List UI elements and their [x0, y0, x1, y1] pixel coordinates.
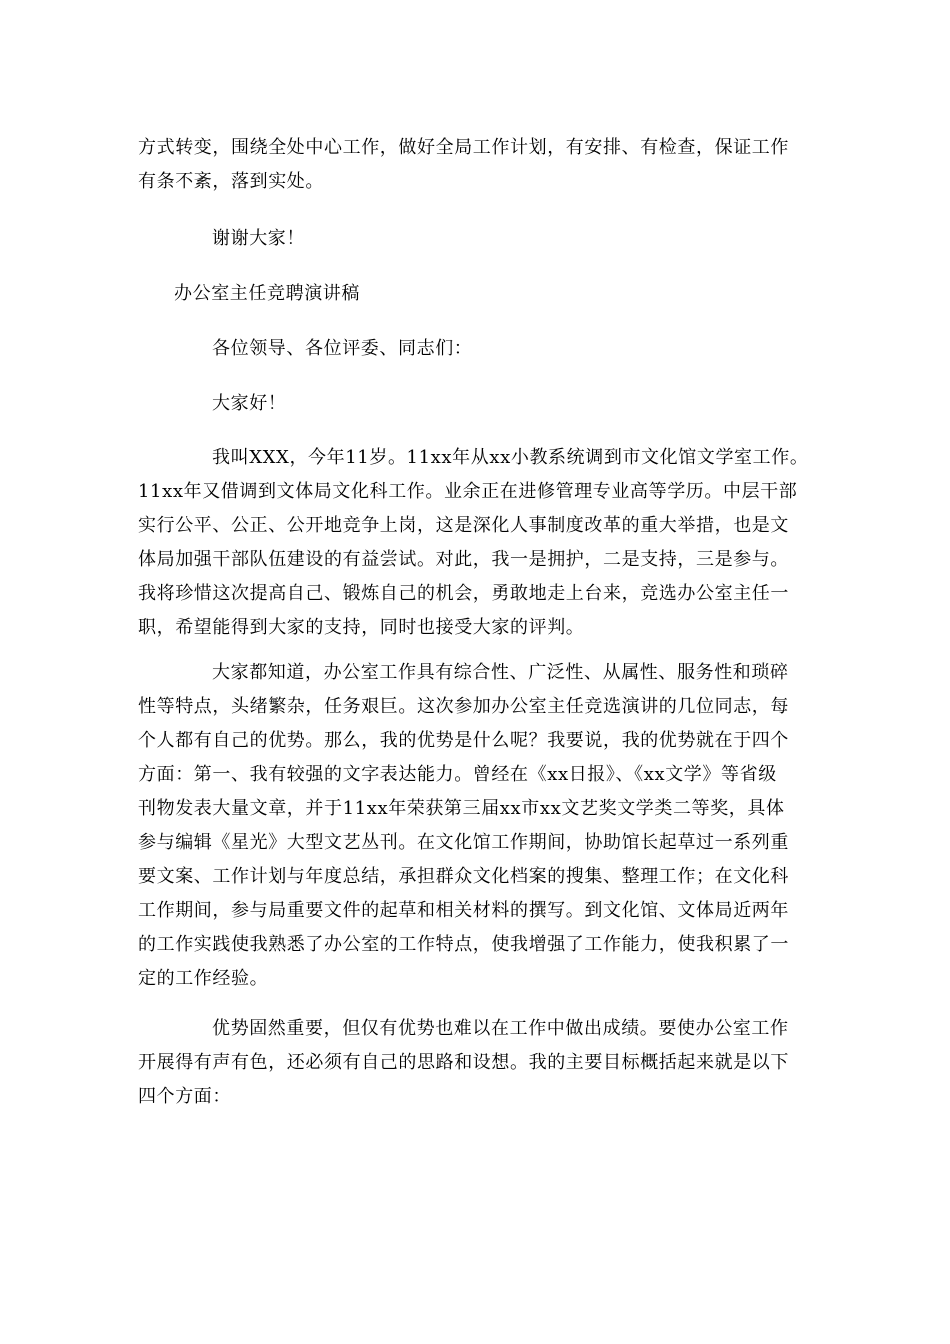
greeting-line — [138, 387, 810, 421]
text-line: 大家都知道，办公室工作具有综合性、广泛性、从属性、服务性和琐碎 — [212, 662, 789, 683]
text-line: 我将珍惜这次提高自己、锻炼自己的机会，勇敢地走上台来，竞选办公室主任一 — [138, 583, 789, 604]
thanks-text: 谢谢大家！ — [212, 228, 305, 249]
paragraph-advantages — [138, 656, 810, 996]
text-line: 要文案、工作计划与年度总结，承担群众文化档案的搜集、整理工作；在文化科 — [138, 866, 789, 887]
text-line: 工作期间，参与局重要文件的起草和相关材料的撰写。到文化馆、文体局近两年 — [138, 900, 789, 921]
document-title: 办公室主任竞聘演讲稿 — [174, 283, 360, 304]
text-line: 性等特点，头绪繁杂，任务艰巨。这次参加办公室主任竞选演讲的几位同志，每 — [138, 696, 789, 717]
text-line: 职，希望能得到大家的支持，同时也接受大家的评判。 — [138, 617, 585, 638]
text-line: 有条不紊，落到实处。 — [138, 171, 324, 192]
paragraph-introduction — [138, 441, 810, 645]
greeting-text: 大家好！ — [212, 393, 287, 414]
text-line: 体局加强干部队伍建设的有益尝试。对此，我一是拥护，二是支持，三是参与。 — [138, 549, 789, 570]
text-line: 11xx年又借调到文体局文化科工作。业余正在进修管理专业高等学历。中层干部 — [138, 481, 798, 502]
salutation-line — [138, 332, 810, 366]
title-line — [138, 277, 810, 311]
text-line: 方面：第一、我有较强的文字表达能力。曾经在《xx日报》、《xx文学》等省级 — [138, 764, 777, 785]
text-line: 优势固然重要，但仅有优势也难以在工作中做出成绩。要使办公室工作 — [212, 1018, 789, 1039]
thanks-line — [138, 222, 810, 256]
salutation-text: 各位领导、各位评委、同志们： — [212, 338, 473, 359]
text-line: 四个方面： — [138, 1086, 231, 1107]
continuation-paragraph — [138, 131, 810, 199]
text-line: 开展得有声有色，还必须有自己的思路和设想。我的主要目标概括起来就是以下 — [138, 1052, 789, 1073]
text-line: 定的工作经验。 — [138, 968, 269, 989]
paragraph-goals — [138, 1012, 810, 1114]
text-line: 的工作实践使我熟悉了办公室的工作特点，使我增强了工作能力，使我积累了一 — [138, 934, 789, 955]
text-line: 个人都有自己的优势。那么，我的优势是什么呢？我要说，我的优势就在于四个 — [138, 730, 789, 751]
text-line: 我叫XXX，今年11岁。11xx年从xx小教系统调到市文化馆文学室工作。 — [212, 447, 809, 468]
text-line: 方式转变，围绕全处中心工作，做好全局工作计划，有安排、有检查，保证工作 — [138, 137, 789, 158]
text-line: 实行公平、公正、公开地竞争上岗，这是深化人事制度改革的重大举措，也是文 — [138, 515, 789, 536]
text-line: 刊物发表大量文章，并于11xx年荣获第三届xx市xx文艺奖文学类二等奖，具体 — [138, 798, 785, 819]
text-line: 参与编辑《星光》大型文艺丛刊。在文化馆工作期间，协助馆长起草过一系列重 — [138, 832, 789, 853]
